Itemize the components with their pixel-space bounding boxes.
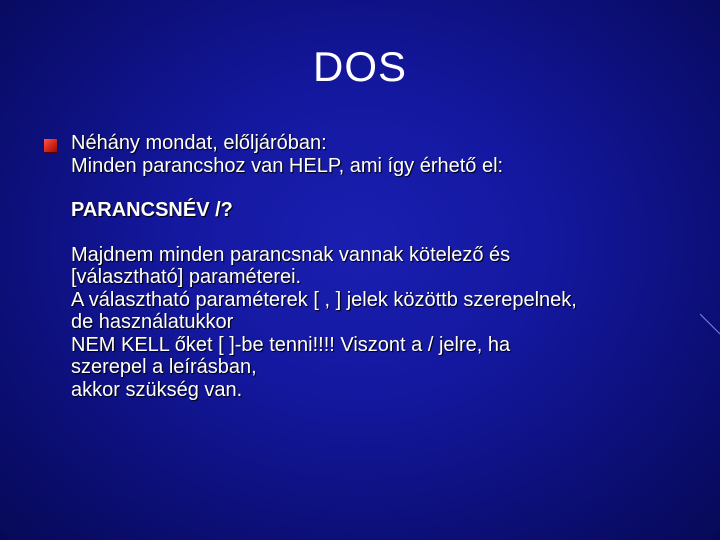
body-line-needed: akkor szükség van. [71,378,243,401]
decorative-line-icon [700,312,720,336]
body-line-described: szerepel a leírásban, [71,356,257,378]
body-line-nokell: NEM KELL őket [ ]-be tenni!!!! Viszont a / jelre, ha [71,333,511,356]
body-line-optional-1: A választható paraméterek [ , ] jelek közöttb szerepelnek, [71,288,577,311]
spacer [71,177,711,199]
body-line-intro: Néhány mondat, előljáróban: [71,132,327,154]
slide-body [71,132,711,401]
body-line-params-1: Majdnem minden parancsnak vannak kötelező és [71,243,511,266]
body-line-help: Minden parancshoz van HELP, ami így érhető el: [71,154,504,177]
body-line-optional-2: de használatukkor [71,311,234,333]
slide-title: DOS [312,43,407,90]
bullet-square-icon [44,139,57,152]
spacer [71,222,711,244]
body-line-params-2: [választható] paraméterei. [71,266,302,288]
body-line-command: PARANCSNÉV /? [71,199,233,221]
